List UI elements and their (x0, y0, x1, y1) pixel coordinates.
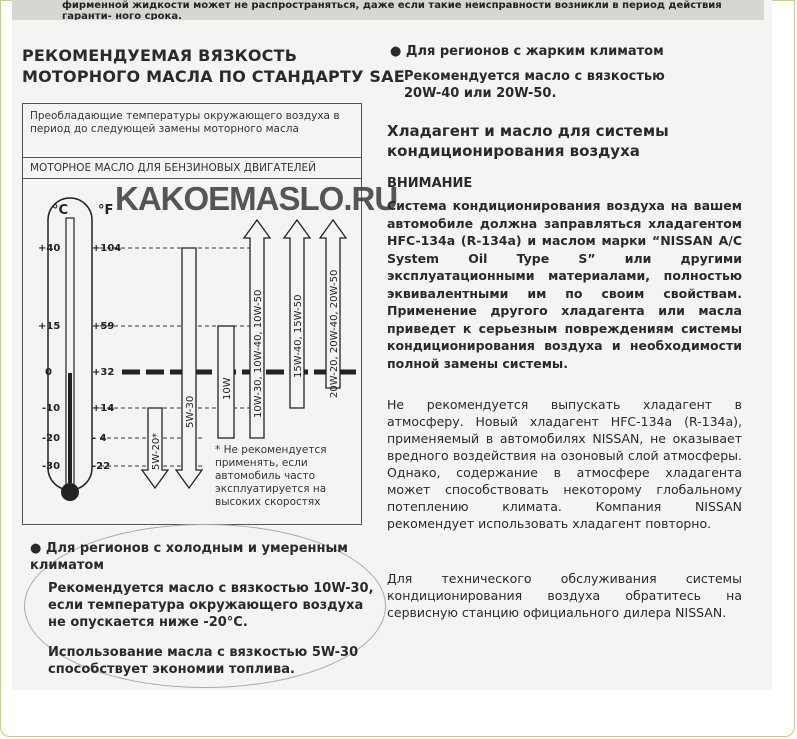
viscosity-title-line2: МОТОРНОГО МАСЛА ПО СТАНДАРТУ SAE (22, 67, 405, 86)
viscosity-title (22, 45, 405, 87)
chart-subcaption: МОТОРНОЕ МАСЛО ДЛЯ БЕНЗИНОВЫХ ДВИГАТЕЛЕЙ (30, 162, 317, 174)
celsius-tick: 0 (45, 367, 52, 378)
celsius-tick: -30 (42, 461, 61, 472)
unit-fahrenheit: °F (98, 203, 114, 218)
fahrenheit-tick: +14 (92, 403, 115, 414)
oil-bar-5w30 (176, 248, 202, 488)
hot-climate-heading-text: Для регионов с жарким климатом (405, 44, 664, 59)
cold-climate-heading (30, 540, 380, 574)
unit-celsius: °C (52, 203, 69, 218)
warning-label: ВНИМАНИЕ (387, 176, 473, 191)
temperature-gridlines (100, 248, 262, 466)
bullet-icon: ● (390, 44, 406, 59)
ac-para1: Не рекомендуется выпускать хладагент в атмосферу. Новый хладагент HFC-134a (R-134a), применяемый в автомобилях NISSAN, не оказывает вредного воздействия на озоновый слой атмосферы. Однако, содержание в атмосфере хладагента может способствовать некоторому глобальному потеплению климата. Компания NISSAN рекомендует использовать хладагент повторно. (387, 397, 742, 531)
fahrenheit-tick: +59 (92, 321, 115, 332)
chart-divider (22, 157, 362, 158)
bullet-icon: ● (30, 541, 46, 556)
oil-label-5w30: 5W-30 (185, 395, 196, 428)
hot-climate-text: Рекомендуется масло с вязкостью 20W-40 или 20W-50. (404, 69, 665, 101)
celsius-tick: +15 (38, 321, 61, 332)
warning-text: Система кондиционирования воздуха на вашем автомобиле должна заправляться хладагентом HFC-134a (R-134a) и маслом марки “NISSAN A/C System Oil Type S” или другими эксплуатационными материалами, полностью эквивалентными им по своим свойствам. Применение другого хладагента или масла приведет к серьезным повреждениям системы кондиционирования воздуха и необходимости полной замены системы. (387, 198, 742, 371)
watermark: KAKOEMASLO.RU (115, 180, 398, 217)
celsius-tick: -20 (42, 433, 61, 444)
oil-label-15w40: 15W-40, 15W-50 (293, 294, 304, 378)
oil-label-10w: 10W (222, 377, 233, 400)
ac-para2: Для технического обслуживания системы кондиционирования воздуха обратитесь на сервисную станцию официального дилера NISSAN. (387, 571, 742, 620)
ac-title: Хладагент и масло для системы кондиционирования воздуха (387, 122, 669, 160)
chart-caption: Преобладающие температуры окружающего воздуха в период до следующей замены моторного масла (30, 110, 340, 135)
chart-footnote: * Не рекомендуется применять, если автомобиль часто эксплуатируется на высоких скоростях (215, 444, 327, 508)
oil-label-5w20: 5W-20* (151, 432, 162, 470)
top-note: фирменной жидкости может не распространяться, даже если такие неисправности возникли в период действия гаранти- ного срока. (12, 0, 764, 20)
fahrenheit-tick: - 4 (92, 433, 107, 444)
fahrenheit-tick: +32 (92, 367, 115, 378)
cold-climate-para2: Использование масла с вязкостью 5W-30 способствует экономии топлива. (48, 645, 359, 677)
scanned-page (12, 0, 772, 690)
oil-label-20w: 20W-20, 20W-40, 20W-50 (329, 269, 340, 398)
celsius-tick: -10 (42, 403, 61, 414)
viscosity-title-line1: РЕКОМЕНДУЕМАЯ ВЯЗКОСТЬ (22, 46, 298, 65)
oil-label-10w30: 10W-30, 10W-40, 10W-50 (253, 289, 264, 418)
hot-climate-heading (390, 44, 750, 59)
cold-climate-para1: Рекомендуется масло с вязкостью 10W-30, если температура окружающего воздуха не опускается ниже -20°C. (48, 581, 374, 630)
cold-climate-heading-text: Для регионов с холодным и умеренным климатом (30, 541, 348, 573)
fahrenheit-tick: +104 (92, 243, 122, 254)
celsius-tick: +40 (38, 243, 61, 254)
fahrenheit-tick: -22 (92, 461, 111, 472)
